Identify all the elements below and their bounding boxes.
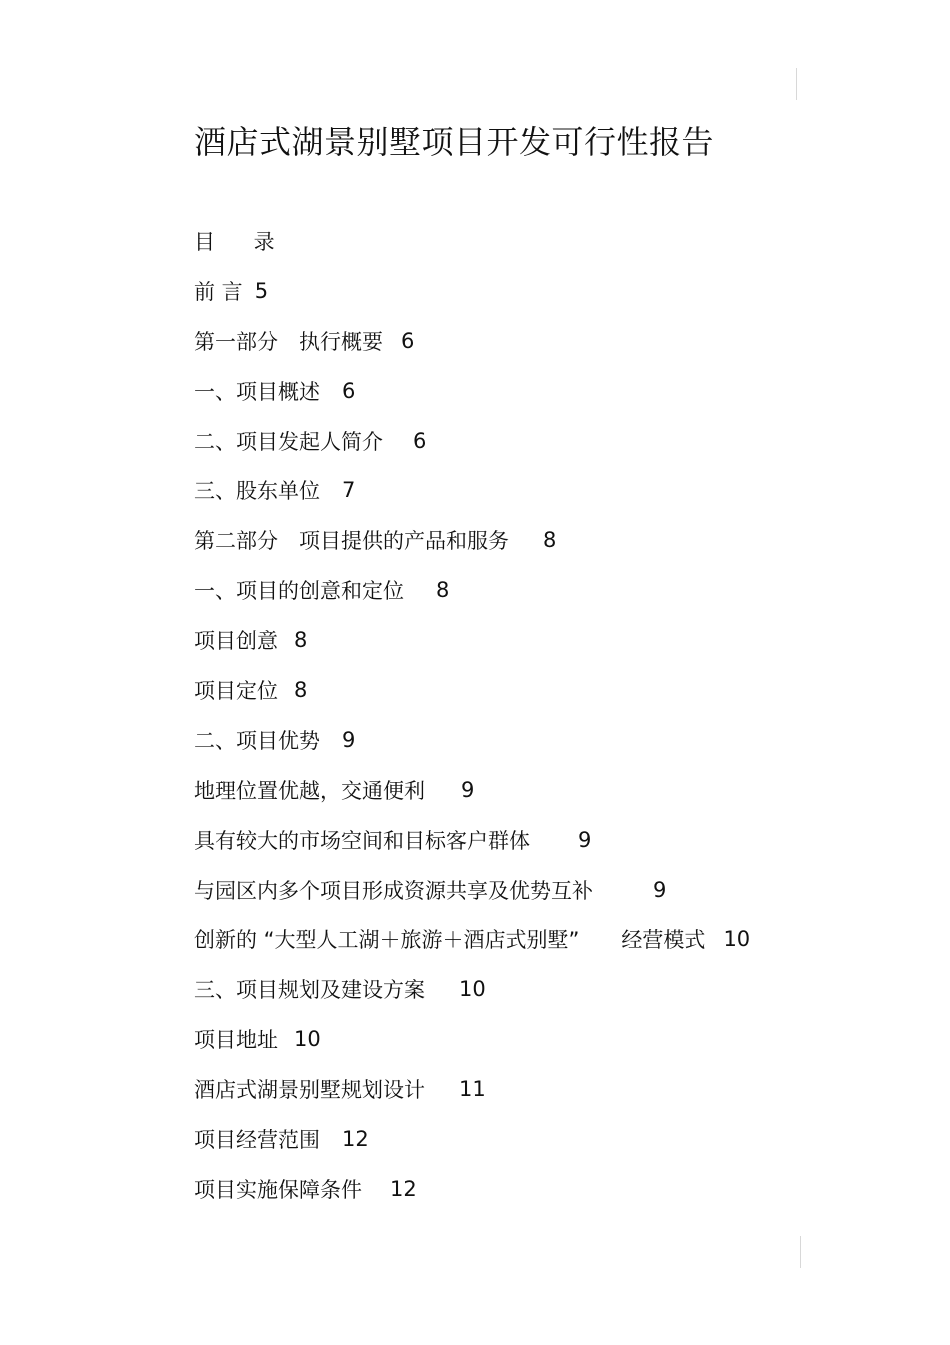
toc-entry-title: 项目创意 <box>194 629 278 654</box>
toc-entry-page-number: 10 <box>294 1027 321 1052</box>
toc-entry-title: 第二部分 项目提供的产品和服务 <box>194 529 509 554</box>
toc-entry-page-number: 10 <box>723 927 751 952</box>
toc-entry-page-number: 9 <box>578 827 592 852</box>
toc-entry <box>194 515 894 565</box>
crop-mark-top <box>796 68 797 100</box>
toc-entry-page-number: 11 <box>459 1077 486 1102</box>
toc-entry <box>194 1064 894 1114</box>
toc-entry-page-number: 6 <box>342 378 356 403</box>
toc-entry-title: 创新的 “大型人工湖＋旅游＋酒店式别墅” 经营模式 <box>194 928 706 953</box>
table-of-contents <box>194 216 894 1214</box>
toc-entry <box>194 1164 894 1214</box>
toc-entry <box>194 665 894 715</box>
crop-mark-bottom <box>800 1236 801 1268</box>
toc-entry-title: 前 言 <box>194 279 243 304</box>
toc-entry <box>194 416 894 466</box>
toc-entry-title: 项目经营范围 <box>194 1127 320 1152</box>
toc-entry-page-number: 8 <box>294 628 308 653</box>
toc-entry-page-number: 9 <box>342 727 356 752</box>
toc-entry-page-number: 5 <box>254 278 269 303</box>
toc-entry-title: 具有较大的市场空间和目标客户群体 <box>194 828 530 853</box>
toc-heading-text: 目 录 <box>194 229 291 254</box>
toc-entry-title: 地理位置优越，交通便利 <box>194 778 425 803</box>
toc-entry-title: 项目地址 <box>194 1028 278 1053</box>
toc-entry <box>194 366 894 416</box>
toc-entry <box>194 465 894 515</box>
toc-entry <box>194 1014 894 1064</box>
toc-entry-title: 二、项目发起人简介 <box>194 429 383 454</box>
toc-entry-title: 项目实施保障条件 <box>194 1177 362 1202</box>
toc-entry-title: 一、项目概述 <box>194 379 320 404</box>
toc-entry <box>194 765 894 815</box>
toc-entry <box>194 865 894 915</box>
toc-entry-page-number: 6 <box>401 328 415 353</box>
toc-entry-page-number: 9 <box>653 877 667 902</box>
toc-entry <box>194 1114 894 1164</box>
toc-entry-title: 酒店式湖景别墅规划设计 <box>194 1078 425 1103</box>
toc-entry <box>194 914 894 964</box>
toc-entry-title: 二、项目优势 <box>194 728 320 753</box>
toc-heading <box>194 216 894 266</box>
toc-entry-title: 三、股东单位 <box>194 479 320 504</box>
toc-entry-page-number: 7 <box>342 478 356 503</box>
toc-entry-title: 一、项目的创意和定位 <box>194 579 404 604</box>
document-title: 酒店式湖景别墅项目开发可行性报告 <box>194 123 715 161</box>
toc-entry-page-number: 8 <box>294 677 308 702</box>
toc-entry <box>194 266 894 316</box>
toc-entry-page-number: 8 <box>543 528 557 553</box>
toc-entry <box>194 565 894 615</box>
toc-entry <box>194 715 894 765</box>
toc-entry-page-number: 8 <box>436 578 450 603</box>
toc-entry-page-number: 9 <box>461 777 475 802</box>
toc-entry-page-number: 12 <box>342 1126 369 1151</box>
toc-entry-page-number: 6 <box>413 428 427 453</box>
toc-entry <box>194 316 894 366</box>
toc-entry <box>194 964 894 1014</box>
toc-entry-page-number: 12 <box>390 1176 417 1201</box>
toc-entry-page-number: 10 <box>459 977 486 1002</box>
toc-entry-title: 三、项目规划及建设方案 <box>194 978 425 1003</box>
toc-entry <box>194 815 894 865</box>
toc-entry-title: 与园区内多个项目形成资源共享及优势互补 <box>194 878 593 903</box>
toc-entry <box>194 615 894 665</box>
toc-entry-title: 第一部分 执行概要 <box>194 329 383 354</box>
toc-entry-title: 项目定位 <box>194 678 278 703</box>
